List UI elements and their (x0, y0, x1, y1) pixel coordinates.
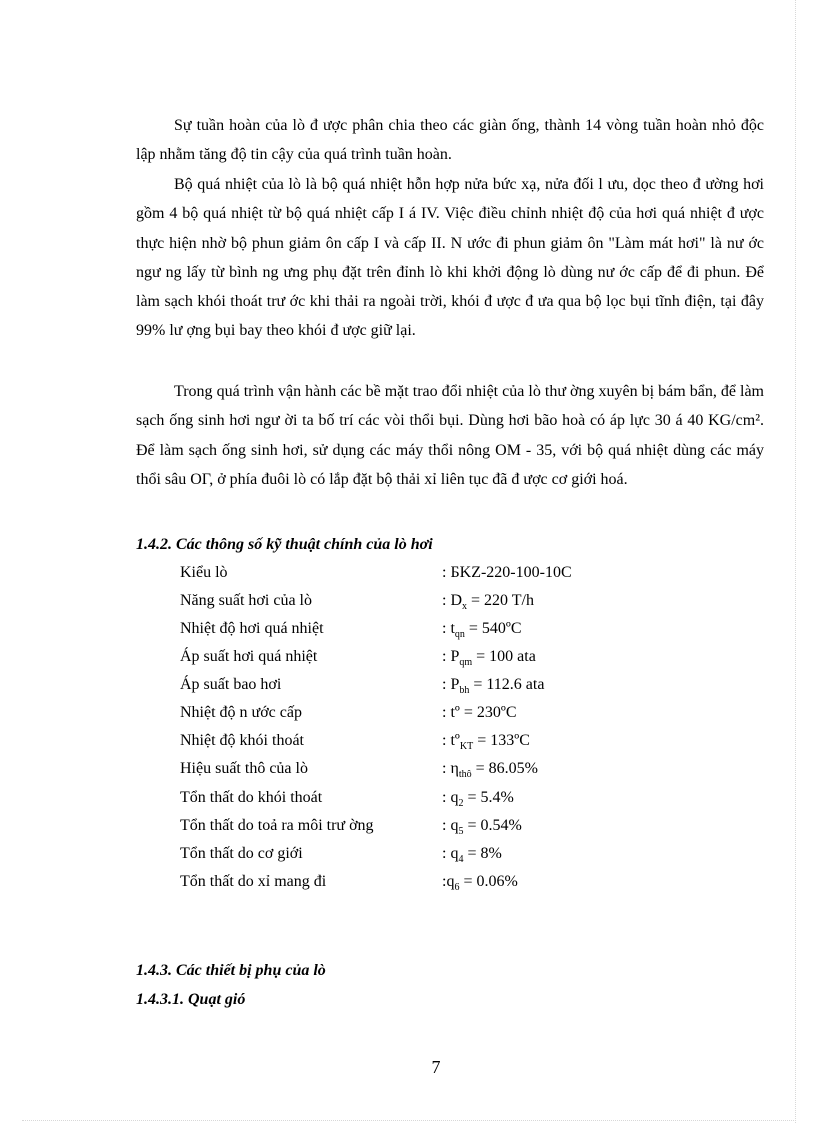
spec-label: Nhiệt độ khói thoát (180, 732, 304, 749)
spec-value: : БKZ-220-100-10C (442, 564, 572, 581)
spec-label: Nhiệt độ hơi quá nhiệt (180, 620, 324, 637)
paragraph-circulation: Sự tuần hoàn của lò đ ược phân chia theo các giàn ống, thành 14 vòng tuần hoàn nhỏ độc lập nhằm tăng độ tin cậy của quá trình tuần hoàn. (136, 117, 764, 164)
spec-label: Áp suất bao hơi (180, 676, 282, 693)
spec-value: $:q_6 = 0.06\%$ (442, 873, 518, 893)
spec-row (178, 676, 598, 704)
spec-value: : tº = 230ºC (442, 704, 517, 721)
spec-value: : $D_x = 220$ T/h (442, 592, 534, 612)
spec-value: : $\eta_{thô} = 86.05\%$ (442, 760, 538, 780)
spec-label: Tổn thất do toả ra môi trư ờng (180, 817, 374, 834)
spec-label: Năng suất hơi của lò (180, 592, 312, 609)
spec-row (178, 789, 598, 817)
spec-row (178, 817, 598, 845)
spec-value: : $P_{qm} = 100$ ata (442, 648, 536, 668)
spec-value: : $q_5 = 0.54\%$ (442, 817, 522, 837)
spec-value: : $q_2 = 5.4\%$ (442, 789, 514, 809)
spec-row (178, 620, 598, 648)
spec-row (178, 760, 598, 788)
paragraph-superheater: Bộ quá nhiệt của lò là bộ quá nhiệt hỗn hợp nửa bức xạ, nửa đối l ưu, dọc theo đ ường hơi gồm 4 bộ quá nhiệt từ bộ quá nhiệt cấp I á IV. Việc điều chỉnh nhiệt độ của hơi quá nhiệt đ ược thực hiện nhờ bộ phun giảm ôn cấp I và cấp II. N ước đi phun giảm ôn "Làm mát hơi" là nư ớc ngư ng lấy từ bình ng ưng phụ đặt trên đỉnh lò khi khởi động lò dùng nư ớc cấp để đi phun. Để làm sạch khói thoát trư ớc khi thải ra ngoài trời, khói đ ược đ ưa qua bộ lọc bụi tĩnh điện, tại đây 99% lư ợng bụi bay theo khói đ ược giữ lại. (136, 176, 764, 340)
page-number: 7 (431, 1057, 441, 1077)
spec-value: : $q_4 = 8\%$ (442, 845, 502, 865)
section-heading-1-4-2: 1.4.2. Các thông số kỹ thuật chính của lò hơi (136, 536, 433, 553)
spec-label: Kiểu lò (180, 564, 228, 581)
spec-value: : $P_{bh} = 112.6$ ata (442, 676, 545, 696)
spec-label: Tổn thất do xỉ mang đi (180, 873, 327, 890)
spec-value: : tº$_{KT}$ = 133ºC (442, 732, 530, 752)
page-edge-bottom (22, 1120, 794, 1121)
spec-label: Tổn thất do khói thoát (180, 789, 323, 806)
spec-value: : $t_{qn}$ = 540ºC (442, 620, 522, 640)
page-edge-right (795, 0, 796, 1123)
spec-row (178, 732, 598, 760)
section-heading-1-4-3-1: 1.4.3.1. Quạt gió (136, 991, 246, 1008)
spec-label: Tổn thất do cơ giới (180, 845, 303, 862)
spec-row (178, 845, 598, 873)
spec-row (178, 873, 598, 901)
spec-row (178, 592, 598, 620)
paragraph-soot-blowing: Trong quá trình vận hành các bề mặt trao đổi nhiệt của lò thư ờng xuyên bị bám bẩn, để làm sạch ống sinh hơi ngư ời ta bố trí các vòi thổi bụi. Dùng hơi bão hoà có áp lực 30 á 40 KG/cm². Để làm sạch ống sinh hơi, sử dụng các máy thổi nông OM - 35, với bộ quá nhiệt dùng các máy thổi sâu OГ, ở phía đuôi lò có lắp đặt bộ thải xỉ liên tục đã đ ược cơ giới hoá. (136, 383, 764, 488)
spec-row (178, 564, 598, 592)
spec-label: Áp suất hơi quá nhiệt (180, 648, 318, 665)
section-heading-1-4-3: 1.4.3. Các thiết bị phụ của lò (136, 962, 326, 979)
spec-label: Nhiệt độ n ước cấp (180, 704, 302, 721)
spec-row (178, 704, 598, 732)
spec-row (178, 648, 598, 676)
spec-label: Hiệu suất thô của lò (180, 760, 308, 777)
